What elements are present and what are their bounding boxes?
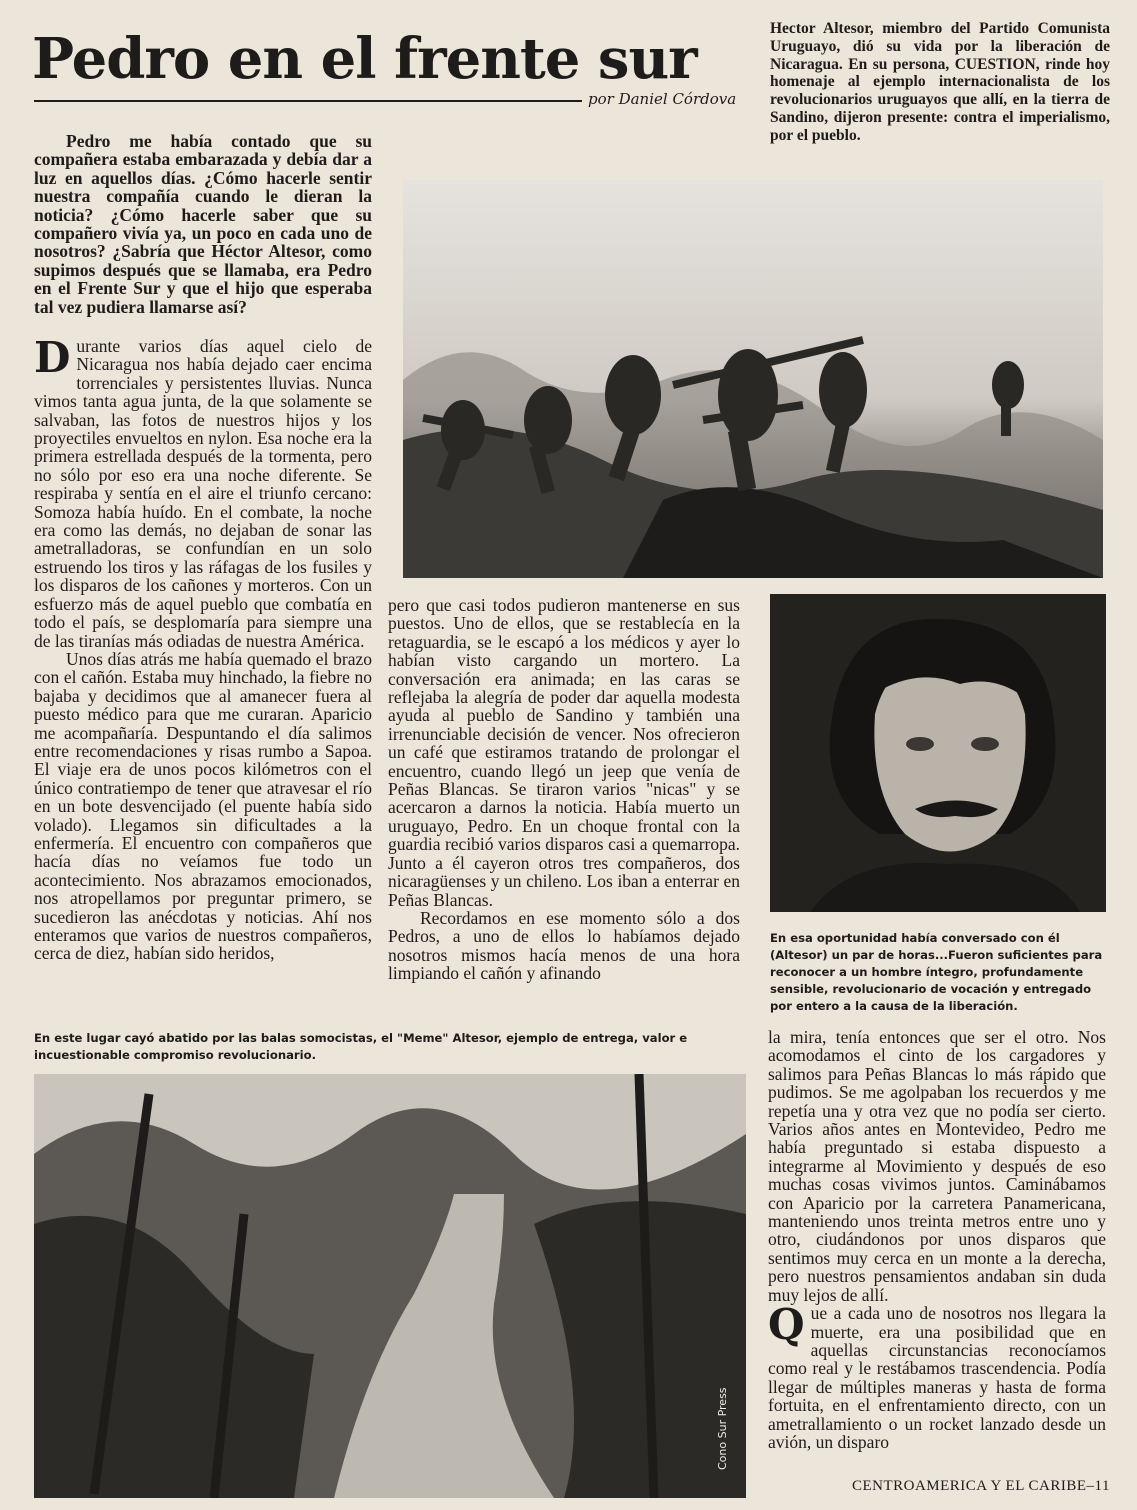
column-3 — [768, 1028, 1106, 1498]
battle-photo — [403, 180, 1103, 578]
column-3-p2-text: ue a cada uno de nosotros nos llegara la muerte, era una posibilidad que en aquellas circunstancias reconocíamos como real y le restábamos trascendencia. Podía llegar de múltiples maneras y hasta de forma fortuita, en el enfrentamiento directo, con un ametrallamiento o un rocket lanzado desde un avión, un disparo — [768, 1303, 1106, 1452]
column-2-paragraph-1: pero que casi todos pudieron mantenerse en sus puestos. Uno de ellos, que se restablecía en la retaguardia, se le escapó a los médicos y ayer lo habían visto cargando un mortero. La conversación era animada; en las caras se reflejaba la alegría de poder dar aquella modesta ayuda al pueblo de Sandino y también una irrenunciable decisión de vencer. Nos ofrecieron un café que estiramos tratando de prolongar el encuentro, cuando llegó un jeep que venía de Peñas Blancas. Se tiraron varios "nicas" y se acercaron a darnos la noticia. Había muerto un uruguayo, Pedro. En un choque frontal con la guardia recibió varios disparos casi a quemarropa. Junto a él cayeron otros tres compañeros, dos nicaragüenses y un chileno. Los iban a enterrar en Peñas Blancas. — [388, 595, 740, 910]
title-rule — [34, 100, 582, 102]
column-1-paragraph-2: Unos días atrás me había quemado el brazo con el cañón. Estaba muy hinchado, la fiebre no bajaba y decidimos que al amanecer fuera al puesto médico para que me curaran. Aparicio me acompañaría. Despuntando el día salimos entre recomendaciones y risas rumbo a Sapoa. El viaje era de unos pocos kilómetros con el único contratiempo de tener que atravesar el río en un bote desvencijado (el puente había sido volado). Llegamos sin dificultades a la enfermería. El encuentro con compañeros que hacía días no veíamos fue todo un acontecimiento. Nos abrazamos emocionados, nos atropellamos por preguntar primero, se sucedieron las anécdotas y noticias. Ahí nos enteramos que varios de nuestros compañeros, cerca de diez, habían sido heridos, — [34, 648, 372, 964]
path-photo — [34, 1074, 746, 1498]
portrait-photo — [770, 594, 1106, 912]
column-2 — [388, 596, 740, 1016]
column-1 — [34, 333, 372, 1029]
battle-photo-image — [403, 180, 1103, 578]
dropcap-q: Q — [768, 1300, 805, 1350]
dropcap-d: D — [34, 333, 71, 382]
portrait-photo-image — [770, 594, 1106, 912]
column-1-p1-text: urante varios días aquel cielo de Nicaragua nos había dejado caer encima torrenciales y persistentes lluvias. Nunca vimos tanta agua junta, de la que solamente se salvaban, las fotos de nuestros hijos y los proyectiles envueltos en nylon. Esa noche era la primera estrellada después de la tormenta, pero no sólo por eso era una noche diferente. Se respiraba y sentía en el aire el triunfo cercano: Somoza había huído. En el combate, la noche era como las demás, no dejaban de sonar las ametralladoras, se confundían en un solo estruendo los tiros y las ráfagas de los fusiles y los disparos de los cañones y morteros. Con un esfuerzo más de aquel pueblo que combatía en todo el país, se desplomaría para siempre una de las tiranías más odiadas de nuestra América. — [34, 336, 372, 651]
path-photo-image — [34, 1074, 746, 1498]
column-3-paragraph-2 — [768, 1300, 1106, 1452]
intro-text: Hector Altesor, miembro del Partido Comunista Uruguayo, dió su vida por la liberación de Nicaragua. En su persona, CUESTION, rinde hoy homenaje al ejemplo internacionalista de los revolucionarios uruguayos que allí, en la tierra de Sandino, dijeron presente: contra el imperialismo, por el pueblo. — [770, 20, 1110, 144]
photo-credit: Cono Sur Press — [716, 1387, 729, 1470]
column-3-paragraph-1: la mira, tenía entonces que ser el otro. Nos acomodamos el cinto de los cargadores y salimos para Peñas Blancas lo más rápido que pudimos. Se me agolpaban los recuerdos y me repetía una y otra vez que no podía ser cierto. Varios años antes en Montevideo, Pedro me había preguntado si estaba dispuesto a integrarme al Movimiento y después de eso muchas cosas vivimos juntos. Caminábamos con Aparicio por la carretera Panamericana, manteniendo unos treinta metros entre uno y otro, ciudándonos por unos disparos que sentimos muy cerca en un monte a la derecha, pero nuestros pensamientos andaban sin duda muy lejos de allí. — [768, 1027, 1106, 1305]
column-1-paragraph-1 — [34, 333, 372, 651]
byline: por Daniel Córdova — [588, 90, 737, 108]
path-caption: En este lugar cayó abatido por las balas somocistas, el "Meme" Altesor, ejemplo de entrega, valor e incuestionable compromiso revolucionario. — [34, 1031, 688, 1062]
page-footer: CENTROAMERICA Y EL CARIBE–11 — [851, 1478, 1110, 1494]
lead-paragraph — [34, 132, 372, 332]
article-title: Pedro en el frente sur — [32, 26, 697, 92]
lead-text: Pedro me había contado que su compañera estaba embarazada y debía dar a luz en aquellos días. ¿Cómo hacerle sentir nuestra compañía cuando le dieran la noticia? ¿Cómo hacerle saber que su compañero vivía ya, un poco en cada uno de nosotros? ¿Sabría que Héctor Altesor, como supimos después que se llamaba, era Pedro en el Frente Sur y que el hijo que esperaba tal vez pudiera llamarse así? — [34, 131, 372, 317]
portrait-caption: En esa oportunidad había conversado con él (Altesor) un par de horas...Fueron suficientes para reconocer a un hombre íntegro, profundamente sensible, revolucionario de vocación y entregado por entero a la causa de la liberación. — [770, 931, 1103, 1013]
column-2-paragraph-2: Recordamos en ese momento sólo a dos Pedros, a uno de ellos lo habíamos dejado nosotros mismos hacía menos de una hora limpiando el cañón y afinando — [388, 907, 740, 984]
